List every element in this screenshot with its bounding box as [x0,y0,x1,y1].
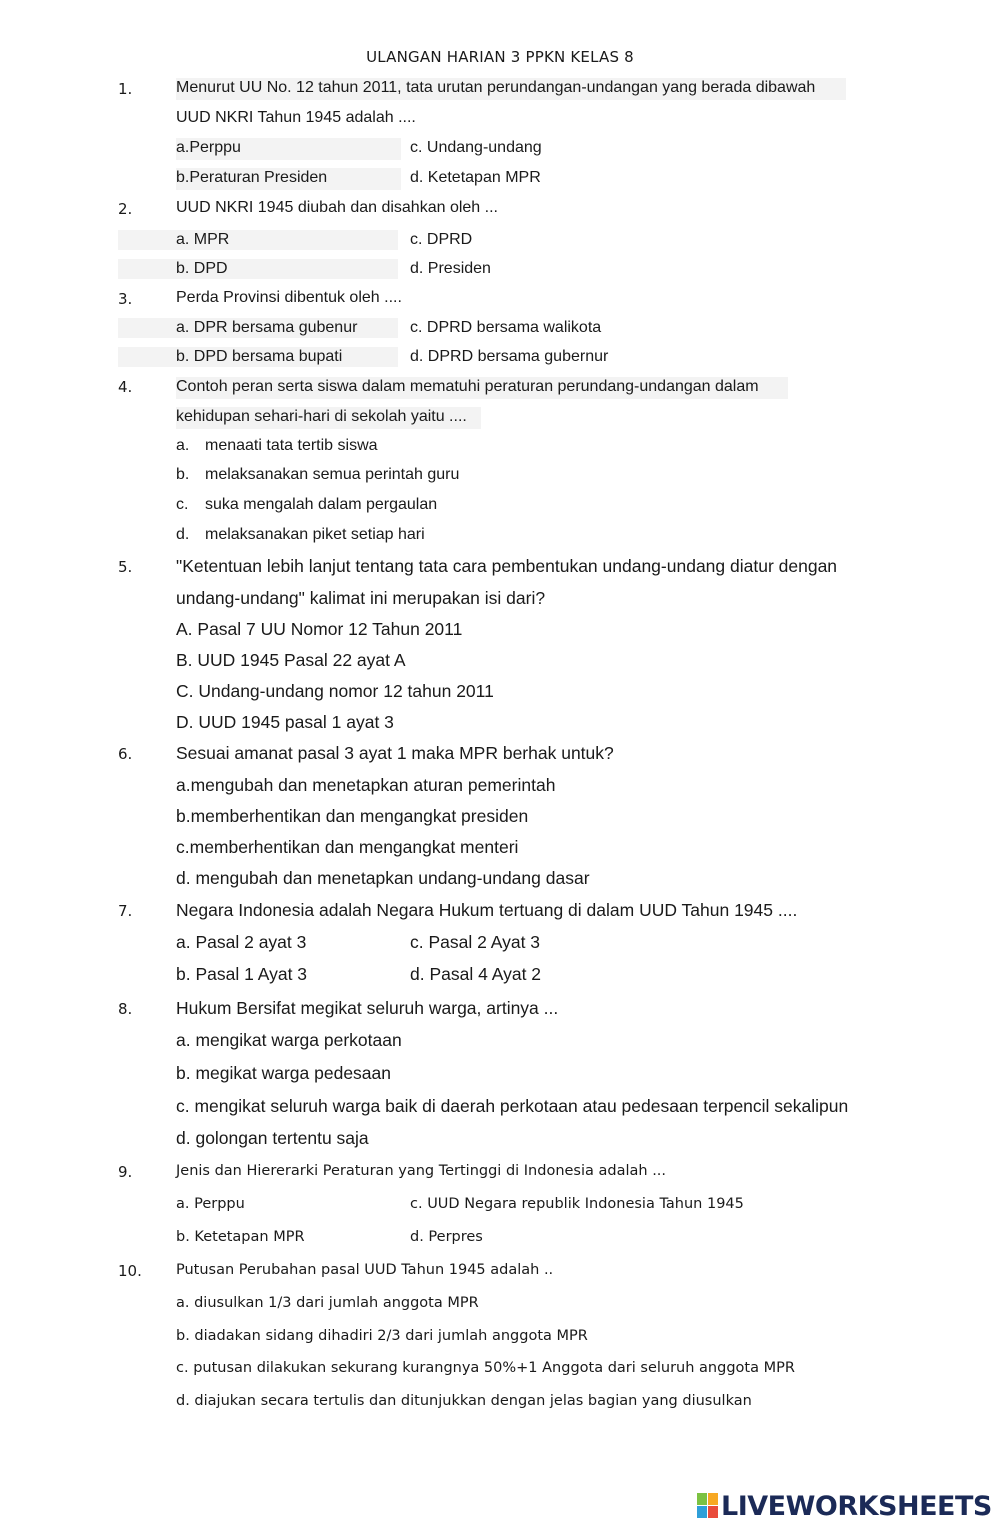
question-text: Menurut UU No. 12 tahun 2011, tata urutan perundangan-undangan yang berada dibawah [176,79,816,96]
question-number: 4. [118,378,133,396]
option-c[interactable]: c. UUD Negara republik Indonesia Tahun 1945 [410,1196,744,1212]
option-d-label: d. [176,526,190,543]
question-text: "Ketentuan lebih lanjut tentang tata cara pembentukan undang-undang diatur dengan [176,556,838,576]
question-number: 6. [118,745,133,763]
option-a[interactable]: menaati tata tertib siswa [205,437,378,454]
option-c[interactable]: c. Undang-undang [410,139,542,156]
option-b-label: b. [176,466,190,483]
option-d[interactable]: d. DPRD bersama gubernur [410,348,609,365]
option-d[interactable]: d. diajukan secara tertulis dan ditunjukkan dengan jelas bagian yang diusulkan [176,1393,752,1409]
question-number: 9. [118,1163,133,1181]
option-d[interactable]: melaksanakan piket setiap hari [205,526,425,543]
question-number: 8. [118,1000,133,1018]
option-d[interactable]: d. Perpres [410,1229,483,1245]
liveworksheets-logo[interactable] [697,1490,992,1522]
option-c[interactable]: c. DPRD bersama walikota [410,319,602,336]
option-a-label: a. [176,437,190,454]
option-b[interactable]: b.memberhentikan dan mengangkat presiden [176,806,529,826]
option-d[interactable]: d. golongan tertentu saja [176,1128,369,1148]
question-text: UUD NKRI Tahun 1945 adalah .... [176,109,416,126]
option-b[interactable]: b. DPD bersama bupati [176,348,343,365]
question-text: Perda Provinsi dibentuk oleh .... [176,289,402,306]
option-c[interactable]: c.memberhentikan dan mengangkat menteri [176,837,519,857]
option-a[interactable]: a. Pasal 2 ayat 3 [176,932,307,952]
option-b[interactable]: b. megikat warga pedesaan [176,1063,391,1083]
option-b[interactable]: b. Ketetapan MPR [176,1229,305,1245]
option-a[interactable]: a. DPR bersama gubenur [176,319,358,336]
option-a[interactable]: a.Perppu [176,139,241,156]
option-c[interactable]: c. DPRD [410,231,473,248]
option-b[interactable]: B. UUD 1945 Pasal 22 ayat A [176,650,406,670]
option-c-label: c. [176,496,189,513]
option-b[interactable]: melaksanakan semua perintah guru [205,466,460,483]
highlight [118,259,398,279]
question-number: 7. [118,902,133,920]
question-number: 1. [118,80,133,98]
question-text: kehidupan sehari-hari di sekolah yaitu .... [176,408,467,425]
question-number: 2. [118,200,133,218]
question-number: 10. [118,1262,142,1280]
question-text: Sesuai amanat pasal 3 ayat 1 maka MPR berhak untuk? [176,743,614,763]
option-b[interactable]: b. Pasal 1 Ayat 3 [176,964,308,984]
option-a[interactable]: a. MPR [176,231,230,248]
option-c[interactable]: C. Undang-undang nomor 12 tahun 2011 [176,681,494,701]
question-text: Putusan Perubahan pasal UUD Tahun 1945 adalah .. [176,1262,554,1278]
question-text: Negara Indonesia adalah Negara Hukum tertuang di dalam UUD Tahun 1945 .... [176,900,798,920]
question-text: Contoh peran serta siswa dalam mematuhi peraturan perundang-undangan dalam [176,378,759,395]
option-b[interactable]: b. DPD [176,260,228,277]
question-number: 5. [118,558,133,576]
option-a[interactable]: a. diusulkan 1/3 dari jumlah anggota MPR [176,1295,479,1311]
option-b[interactable]: b.Peraturan Presiden [176,169,328,186]
highlight [118,230,398,250]
option-a[interactable]: A. Pasal 7 UU Nomor 12 Tahun 2011 [176,619,463,639]
option-d[interactable]: d. mengubah dan menetapkan undang-undang dasar [176,868,590,888]
option-d[interactable]: D. UUD 1945 pasal 1 ayat 3 [176,712,394,732]
question-number: 3. [118,290,133,308]
option-c[interactable]: suka mengalah dalam pergaulan [205,496,438,513]
option-a[interactable]: a. mengikat warga perkotaan [176,1030,402,1050]
question-text: undang-undang" kalimat ini merupakan isi dari? [176,588,546,608]
logo-text: LIVEWORKSHEETS [721,1490,992,1522]
question-text: Hukum Bersifat megikat seluruh warga, artinya ... [176,998,559,1018]
option-c[interactable]: c. putusan dilakukan sekurang kurangnya 50%+1 Anggota dari seluruh anggota MPR [176,1360,795,1376]
option-c[interactable]: c. mengikat seluruh warga baik di daerah perkotaan atau pedesaan terpencil sekalipun [176,1096,849,1116]
option-a[interactable]: a.mengubah dan menetapkan aturan pemerintah [176,775,556,795]
liveworksheets-logo-icon [697,1493,719,1519]
option-b[interactable]: b. diadakan sidang dihadiri 2/3 dari jumlah anggota MPR [176,1328,588,1344]
option-a[interactable]: a. Perppu [176,1196,245,1212]
question-text: UUD NKRI 1945 diubah dan disahkan oleh ... [176,199,498,216]
option-c[interactable]: c. Pasal 2 Ayat 3 [410,932,541,952]
option-d[interactable]: d. Presiden [410,260,491,277]
option-d[interactable]: d. Ketetapan MPR [410,169,541,186]
page-title: ULANGAN HARIAN 3 PPKN KELAS 8 [366,48,634,66]
question-text: Jenis dan Hiererarki Peraturan yang Tertinggi di Indonesia adalah ... [176,1163,667,1179]
option-d[interactable]: d. Pasal 4 Ayat 2 [410,964,542,984]
